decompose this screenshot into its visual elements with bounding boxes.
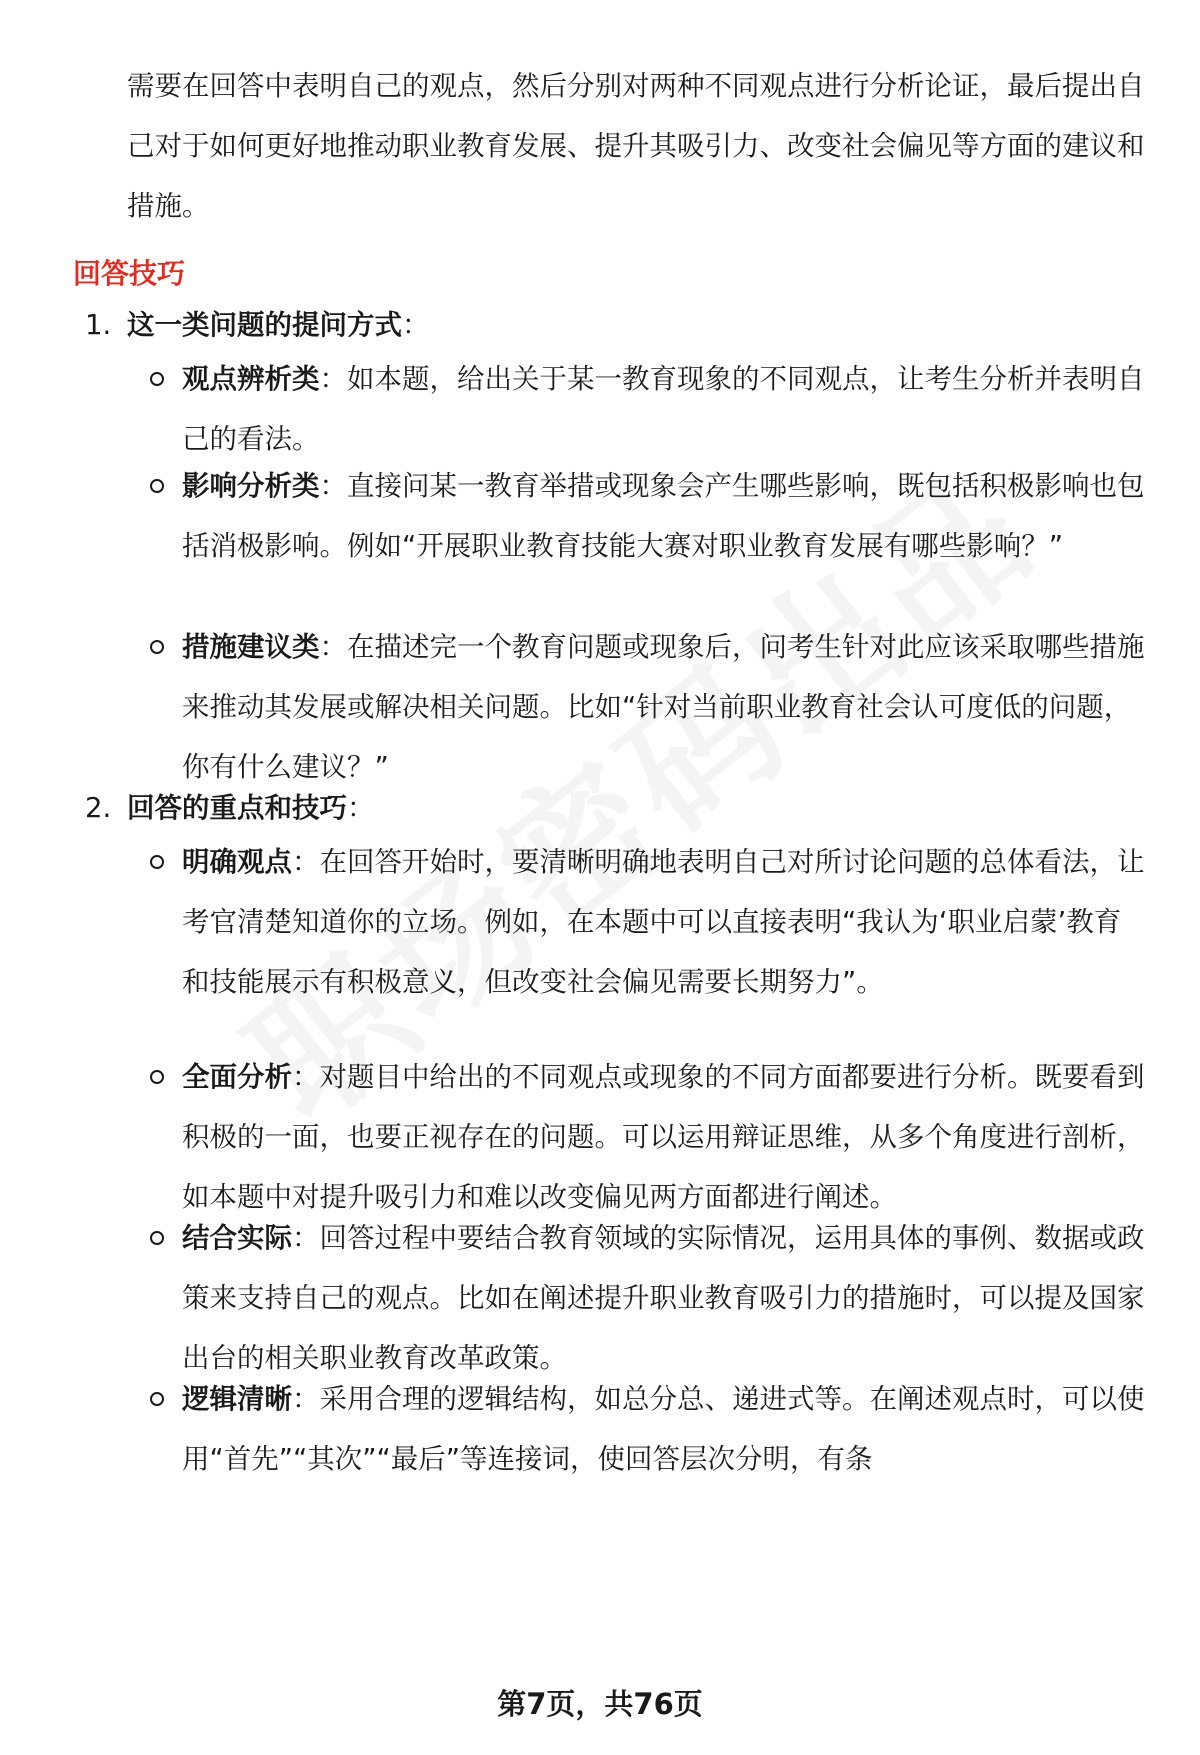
bullet-text: 采用合理的逻辑结构，如总分总、递进式等。在阐述观点时，可以使用“首先”“其次”“最后”等连接词，使回答层次分明，有条 bbox=[182, 1383, 1145, 1475]
bullet-text: 如本题，给出关于某一教育现象的不同观点，让考生分析并表明自己的看法。 bbox=[182, 363, 1145, 455]
bullet-circle-icon bbox=[150, 372, 164, 386]
bullet-item bbox=[182, 1208, 1147, 1388]
list-heading bbox=[127, 295, 430, 355]
section-title: 回答技巧 bbox=[73, 257, 186, 290]
intro-paragraph: 需要在回答中表明自己的观点，然后分别对两种不同观点进行分析论证，最后提出自己对于如何更好地推动职业教育发展、提升其吸引力、改变社会偏见等方面的建议和措施。 bbox=[127, 70, 1145, 222]
list-heading bbox=[127, 778, 375, 838]
bullet-term: 逻辑清晰 bbox=[182, 1383, 292, 1415]
list-heading-colon: ： bbox=[402, 309, 430, 341]
bullet-text: 对题目中给出的不同观点或现象的不同方面都要进行分析。既要看到积极的一面，也要正视存在的问题。可以运用辩证思维，从多个角度进行剖析，如本题中对提升吸引力和难以改变偏见两方面都进行阐述。 bbox=[182, 1061, 1145, 1213]
bullet-term: 影响分析类 bbox=[182, 470, 320, 502]
bullet-text: 直接问某一教育举措或现象会产生哪些影响，既包括积极影响也包括消极影响。例如“开展职业教育技能大赛对职业教育发展有哪些影响？” bbox=[182, 470, 1145, 562]
bullet-circle-icon bbox=[150, 640, 164, 654]
bullet-term: 措施建议类 bbox=[182, 631, 320, 663]
bullet-colon: ： bbox=[292, 1061, 320, 1093]
bullet-colon: ： bbox=[292, 846, 320, 878]
bullet-item bbox=[182, 349, 1147, 469]
bullet-colon: ： bbox=[292, 1383, 320, 1415]
bullet-text: 回答过程中要结合教育领域的实际情况，运用具体的事例、数据或政策来支持自己的观点。比如在阐述提升职业教育吸引力的措施时，可以提及国家出台的相关职业教育改革政策。 bbox=[182, 1222, 1145, 1374]
bullet-item bbox=[182, 617, 1147, 797]
page-number-footer: 第7页，共76页 bbox=[497, 1687, 703, 1721]
bullet-term: 观点辨析类 bbox=[182, 363, 320, 395]
bullet-colon: ： bbox=[319, 631, 347, 663]
bullet-colon: ： bbox=[319, 470, 347, 502]
bullet-item bbox=[182, 1047, 1147, 1227]
bullet-circle-icon bbox=[150, 855, 164, 869]
bullet-item bbox=[182, 1369, 1147, 1489]
list-heading-text: 回答的重点和技巧 bbox=[127, 792, 347, 824]
bullet-circle-icon bbox=[150, 1070, 164, 1084]
bullet-circle-icon bbox=[150, 1392, 164, 1406]
bullet-circle-icon bbox=[150, 1231, 164, 1245]
bullet-text: 在描述完一个教育问题或现象后，问考生针对此应该采取哪些措施来推动其发展或解决相关问题。比如“针对当前职业教育社会认可度低的问题，你有什么建议？” bbox=[182, 631, 1145, 783]
list-number: 1. bbox=[85, 309, 112, 341]
bullet-term: 全面分析 bbox=[182, 1061, 292, 1093]
bullet-colon: ： bbox=[319, 363, 347, 395]
bullet-term: 结合实际 bbox=[182, 1222, 292, 1254]
bullet-term: 明确观点 bbox=[182, 846, 292, 878]
bullet-circle-icon bbox=[150, 479, 164, 493]
bullet-colon: ： bbox=[292, 1222, 320, 1254]
bullet-item bbox=[182, 832, 1147, 1012]
bullet-item bbox=[182, 456, 1147, 576]
bullet-text: 在回答开始时，要清晰明确地表明自己对所讨论问题的总体看法，让考官清楚知道你的立场。例如，在本题中可以直接表明“我认为‘职业启蒙’教育和技能展示有积极意义，但改变社会偏见需要长期努力”。 bbox=[182, 846, 1145, 998]
list-heading-text: 这一类问题的提问方式 bbox=[127, 309, 402, 341]
list-number: 2. bbox=[85, 792, 112, 824]
list-heading-colon: ： bbox=[347, 792, 375, 824]
